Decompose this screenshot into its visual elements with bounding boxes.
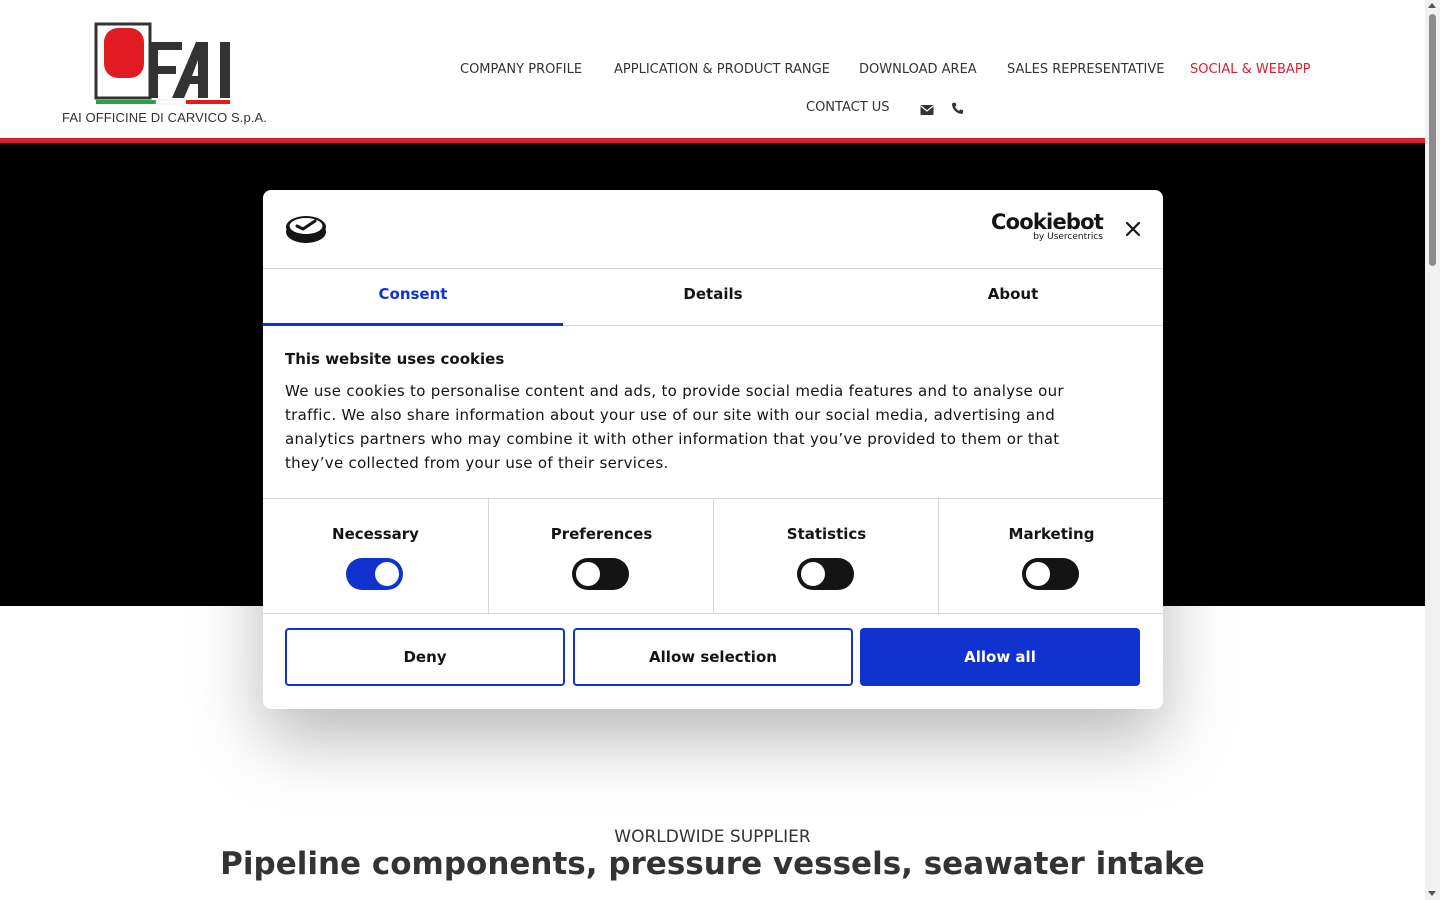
tab-label: Details [683, 285, 743, 303]
category-statistics [713, 499, 939, 613]
tab-about[interactable] [863, 269, 1163, 325]
fai-logo-icon [62, 20, 264, 110]
section-headline: Pipeline components, pressure vessels, seawater intake [220, 846, 1205, 882]
consent-description: We use cookies to personalise content and ads, to provide social media features and to analyse our traffic. We also share information about your use of our site with our social media, advertising and analytics partners who may combine it with other information that you’ve provided to them or that they’ve collected from your use of their services. [285, 382, 1064, 472]
scrollbar-thumb[interactable] [1429, 14, 1436, 266]
nav-contact-us[interactable]: CONTACT US [806, 100, 890, 115]
toggle-knob [1026, 562, 1050, 586]
consent-title: This website uses cookies [285, 350, 505, 368]
necessary-toggle[interactable] [346, 558, 403, 590]
category-label: Statistics [786, 525, 867, 543]
category-necessary [263, 499, 488, 613]
deny-button[interactable]: Deny [285, 628, 565, 686]
toggle-knob [801, 562, 825, 586]
statistics-toggle[interactable] [797, 558, 854, 590]
cookiebot-brand[interactable] [991, 210, 1103, 246]
phone-icon[interactable] [951, 100, 965, 114]
category-marketing [938, 499, 1163, 613]
marketing-toggle[interactable] [1022, 558, 1079, 590]
tab-label: Consent [378, 285, 448, 303]
active-tab-indicator [263, 323, 563, 326]
nav-download-area[interactable]: DOWNLOAD AREA [859, 62, 977, 77]
envelope-icon[interactable] [920, 101, 934, 115]
nav-sales-representative[interactable]: SALES REPRESENTATIVE [1007, 62, 1165, 77]
preferences-toggle[interactable] [572, 558, 629, 590]
cookie-logo-icon [285, 212, 327, 246]
company-name: FAI OFFICINE DI CARVICO S.p.A. [62, 110, 268, 125]
scroll-up-arrow-icon[interactable] [1428, 3, 1436, 8]
dialog-tabs [263, 269, 1163, 326]
tab-details[interactable] [563, 269, 863, 325]
toggle-knob [375, 562, 399, 586]
nav-application-product-range[interactable]: APPLICATION & PRODUCT RANGE [614, 62, 830, 77]
brand-name: Cookiebot [991, 210, 1103, 234]
scroll-down-arrow-icon[interactable] [1428, 891, 1436, 896]
company-logo[interactable] [62, 20, 268, 128]
tab-label: About [987, 285, 1039, 303]
nav-social-webapp[interactable]: SOCIAL & WEBAPP [1190, 62, 1311, 77]
site-header [0, 0, 1425, 138]
category-label: Necessary [332, 525, 419, 543]
tab-consent[interactable] [263, 269, 563, 325]
cookie-consent-dialog [263, 190, 1163, 709]
page-scrollbar[interactable] [1425, 0, 1440, 900]
close-icon[interactable] [1122, 218, 1144, 240]
allow-selection-button[interactable]: Allow selection [573, 628, 853, 686]
toggle-knob [576, 562, 600, 586]
allow-all-button[interactable]: Allow all [860, 628, 1140, 686]
cookie-category-toggles [263, 498, 1163, 614]
category-preferences [488, 499, 714, 613]
category-label: Preferences [550, 525, 653, 543]
brand-subtitle: by Usercentrics [1033, 232, 1103, 242]
nav-company-profile[interactable]: COMPANY PROFILE [460, 62, 583, 77]
dialog-header [263, 190, 1163, 269]
category-label: Marketing [1008, 525, 1095, 543]
section-subtitle: WORLDWIDE SUPPLIER [614, 827, 811, 847]
